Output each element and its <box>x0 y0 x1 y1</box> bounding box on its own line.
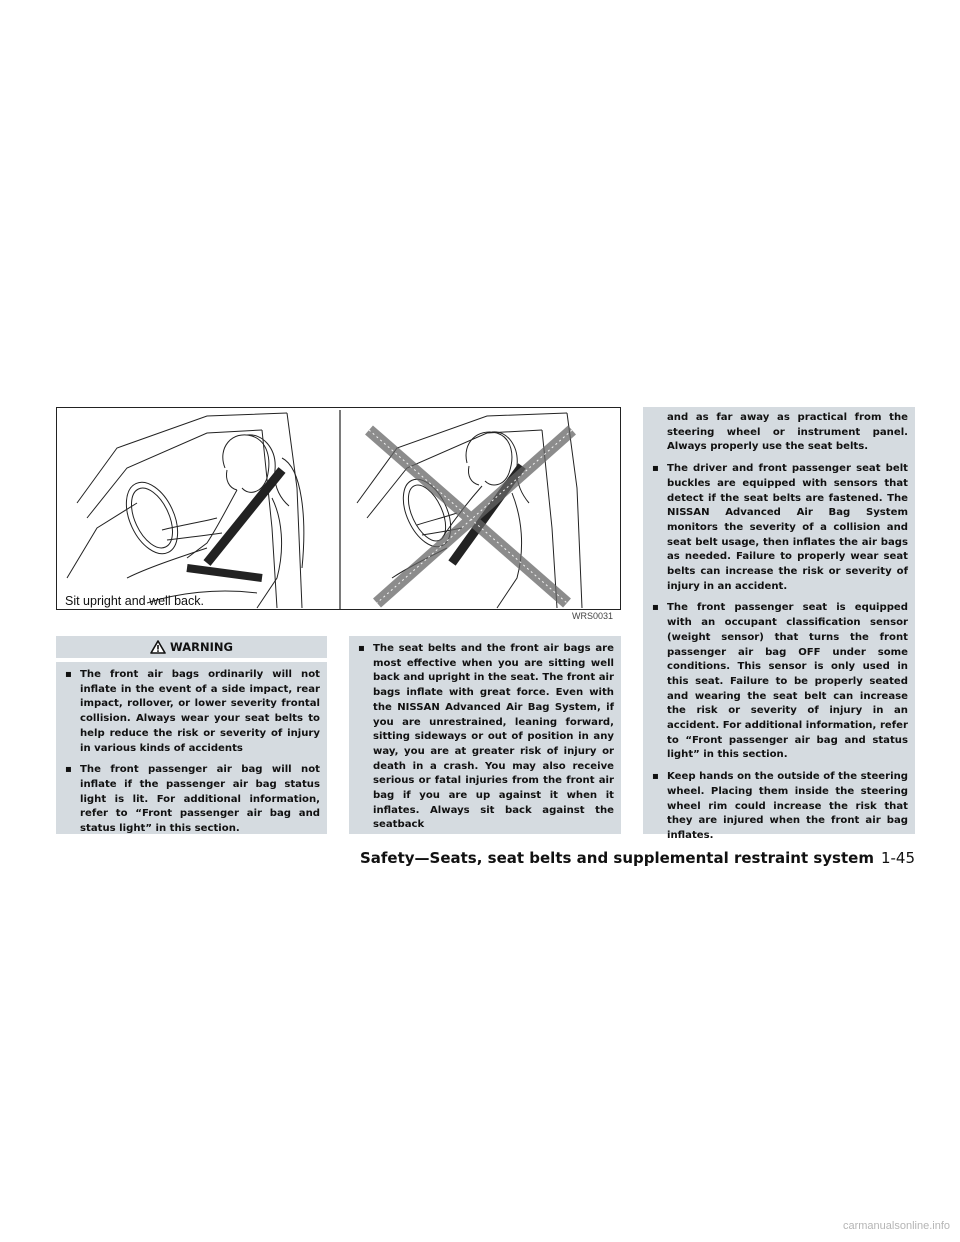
warning-column-1 <box>56 662 327 834</box>
warning-triangle-icon <box>150 640 166 654</box>
section-title: Safety—Seats, seat belts and supplemental restraint system <box>359 849 874 867</box>
warning-item: ▪ The front passenger air bag will not inflate if the passenger air bag status light is lit. For additional information, refer to “Front passenger air bag and status light” in this section. <box>64 763 320 837</box>
figure-caption: Sit upright and well back. <box>65 594 204 608</box>
warning-item: ▪ The driver and front passenger seat belt buckles are equipped with sensors that detect if the seat belts are fastened. The NISSAN Advanced Air Bag System monitors the severity of a collision and seat belt usage, then inflates the air bags as needed. Failure to properly wear seat belts can increase the risk or severity of injury in an accident. <box>651 462 908 594</box>
warning-column-2 <box>349 636 621 834</box>
watermark: carmanualsonline.info <box>842 1220 950 1232</box>
seating-illustration-drawing <box>57 408 622 611</box>
page-number: 1-45 <box>880 849 915 867</box>
warning-column-3 <box>643 407 915 841</box>
warning-header <box>56 636 327 658</box>
page-footer <box>360 849 915 867</box>
warning-item: ▪ The seat belts and the front air bags are most effective when you are sitting well back and upright in the seat. The front air bags inflate with great force. Even with the NISSAN Advanced Air Bag System, if you are unrestrained, leaning forward, sitting sideways or out of position in any way, you are at greater risk of injury or death in a crash. You may also receive serious or fatal injuries from the front air bag if you are up against it when it inflates. Always sit back against the seatback <box>357 642 614 833</box>
illustration-seating-position <box>56 407 621 610</box>
warning-item: ▪ Keep hands on the outside of the steering wheel. Placing them inside the steering wheel rim could increase the risk that they are injured when the front air bag inflates. <box>651 770 908 844</box>
warning-title: WARNING <box>170 640 233 654</box>
warning-item: ▪ The front air bags ordinarily will not inflate in the event of a side impact, rear impact, rollover, or lower severity frontal collision. Always wear your seat belts to help reduce the risk or severity of injury in various kinds of accidents <box>64 668 320 756</box>
figure-code: WRS0031 <box>572 611 614 621</box>
warning-item: ▪ The front passenger seat is equipped with an occupant classification sensor (weight sensor) that turns the front passenger air bag OFF under some conditions. This sensor is only used in this seat. Failure to be properly seated and wearing the seat belt can increase the risk or severity of injury in an accident. For additional information, refer to “Front passenger air bag and status light” in this section. <box>651 601 908 763</box>
warning-item-continuation: and as far away as practical from the steering wheel or instrument panel. Always properly use the seat belts. <box>667 412 908 453</box>
